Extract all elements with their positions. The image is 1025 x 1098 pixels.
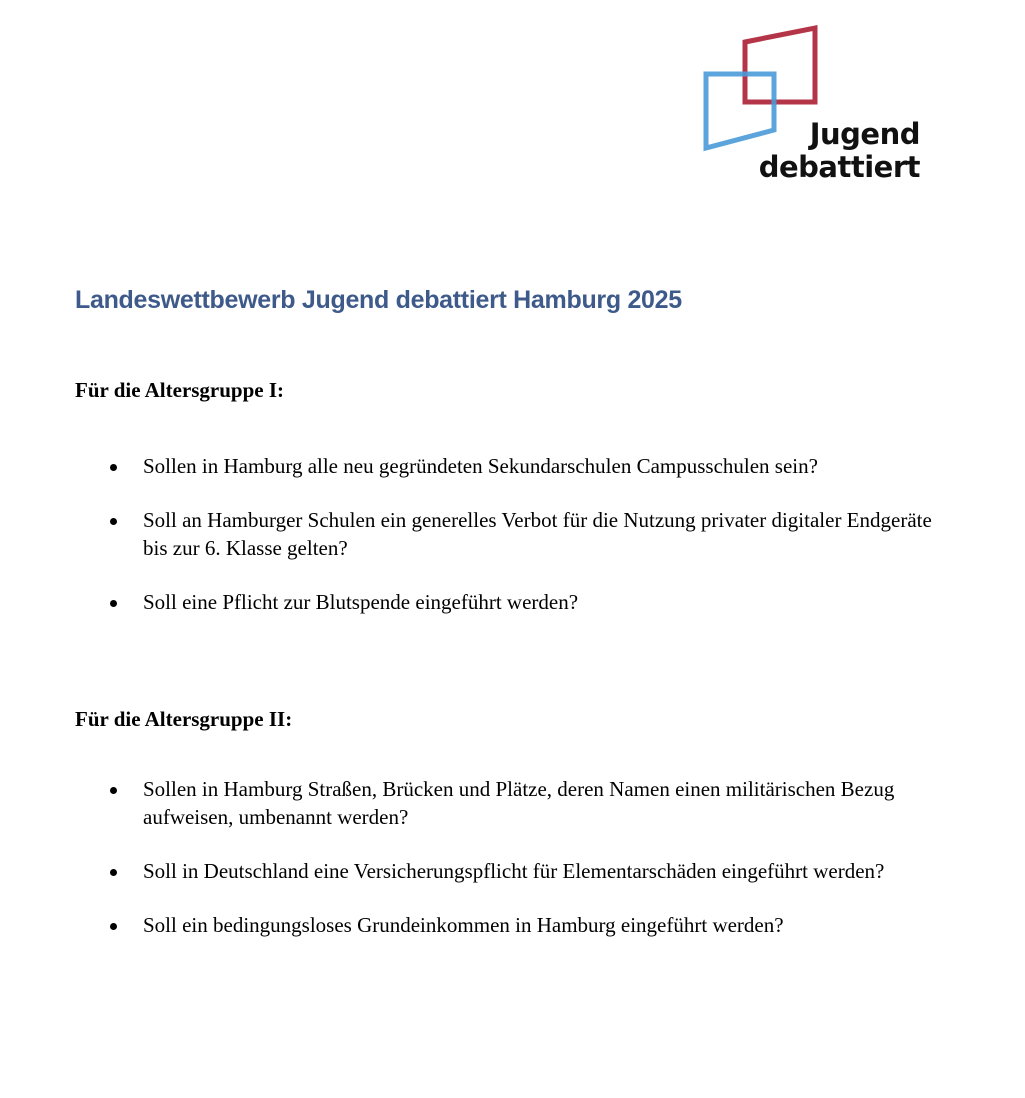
logo-line-1: Jugend xyxy=(809,117,920,151)
list-item xyxy=(0,911,943,939)
list-item xyxy=(0,588,943,616)
topic-text: Soll eine Pflicht zur Blutspende eingeführt werden? xyxy=(143,590,579,614)
topic-text: Sollen in Hamburg Straßen, Brücken und Plätze, deren Namen einen militärischen Bezug aufweisen, umbenannt werden? xyxy=(143,777,895,829)
document-title: Landeswettbewerb Jugend debattiert Hamburg 2025 xyxy=(75,286,682,314)
list-item xyxy=(0,506,943,562)
logo-line-2: debattiert xyxy=(758,150,920,184)
logo-text xyxy=(759,118,920,184)
bullet-icon xyxy=(110,518,117,525)
topic-list-group-1 xyxy=(0,452,1025,642)
topic-text: Soll in Deutschland eine Versicherungspflicht für Elementarschäden eingeführt werden? xyxy=(143,859,885,883)
topic-list-group-2 xyxy=(0,775,1025,965)
section-heading-group-1: Für die Altersgruppe I: xyxy=(75,378,285,402)
section-heading-group-2: Für die Altersgruppe II: xyxy=(75,707,293,731)
list-item xyxy=(0,452,943,480)
bullet-icon xyxy=(110,787,117,794)
topic-text: Soll ein bedingungsloses Grundeinkommen in Hamburg eingeführt werden? xyxy=(143,913,784,937)
list-item xyxy=(0,775,943,831)
bullet-icon xyxy=(110,600,117,607)
topic-text: Sollen in Hamburg alle neu gegründeten Sekundarschulen Campusschulen sein? xyxy=(143,454,818,478)
bullet-icon xyxy=(110,869,117,876)
topic-text: Soll an Hamburger Schulen ein generelles Verbot für die Nutzung privater digitaler Endgeräte bis zur 6. Klasse gelten? xyxy=(143,508,932,560)
bullet-icon xyxy=(110,464,117,471)
jugend-debattiert-logo xyxy=(690,20,930,190)
bullet-icon xyxy=(110,923,117,930)
logo-red-frame xyxy=(745,28,815,102)
list-item xyxy=(0,857,943,885)
